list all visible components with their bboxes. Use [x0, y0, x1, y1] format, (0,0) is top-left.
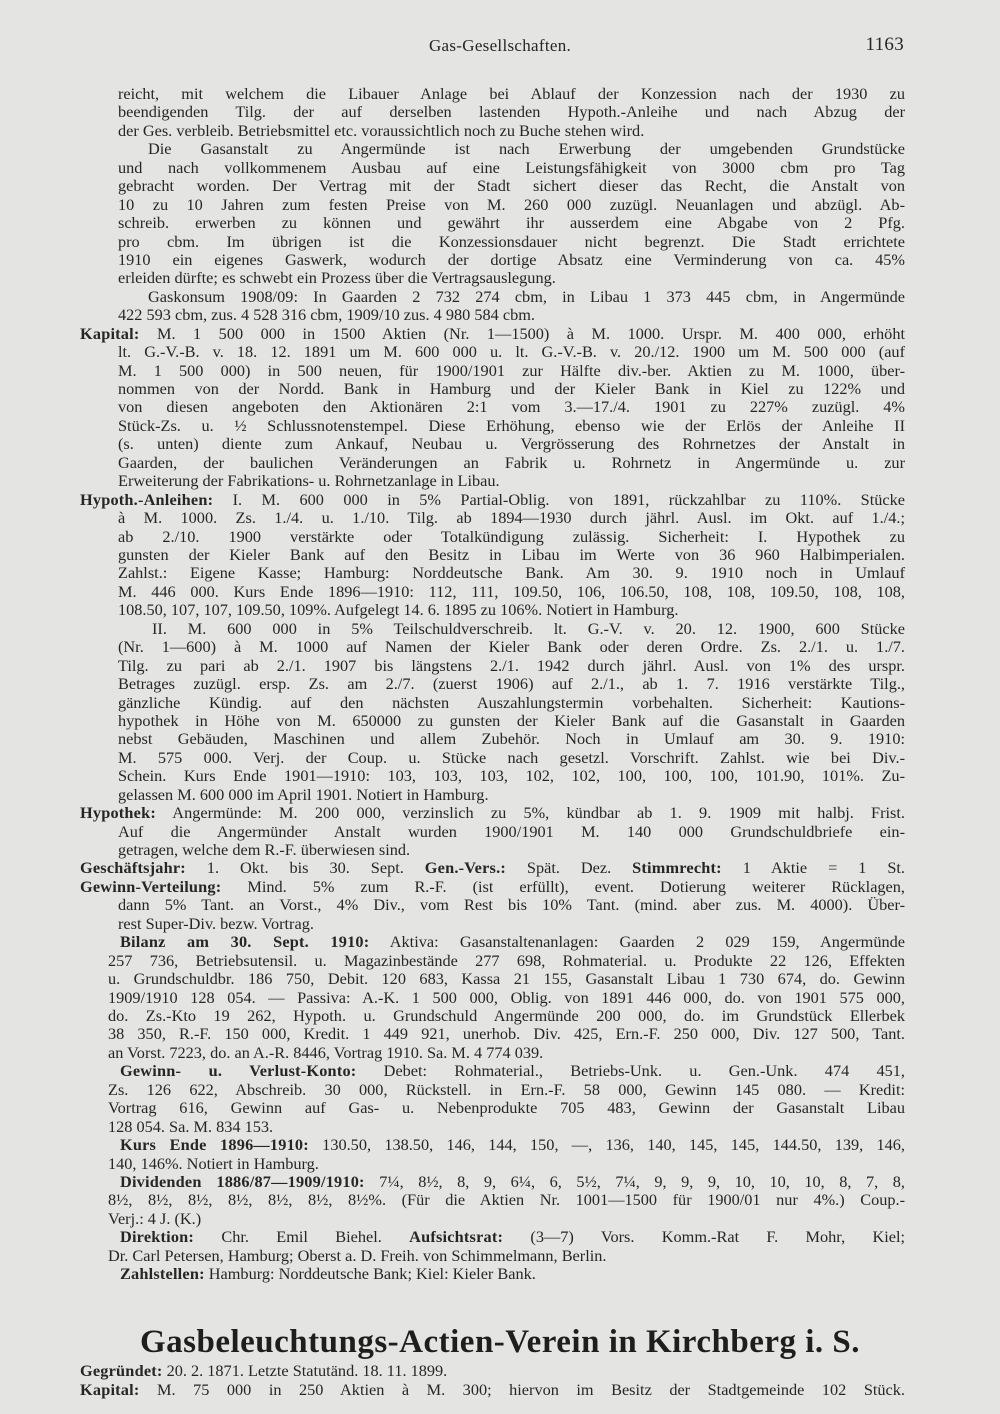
line-text: M. 1 500 000 in 1500 Aktien (Nr. 1—1500) à M. 1000. Urspr. M. 400 000, erhöht [139, 323, 905, 343]
text-line [80, 491, 905, 509]
text-line [118, 233, 905, 251]
text-line [118, 657, 905, 675]
line-text: II. M. 600 000 in 5% Teilschuldverschreib. lt. G.-V. v. 20. 12. 1900, 600 Stücke [152, 618, 905, 638]
text-line [118, 214, 905, 232]
text-line [118, 583, 905, 601]
line-text: M. 75 000 in 250 Aktien à M. 300; hiervon im Besitz der Stadtgemeinde 102 Stück. [139, 1379, 905, 1399]
text-line [80, 878, 905, 896]
text-line [108, 1191, 905, 1209]
line-text: M. 575 000. Verj. der Coup. u. Stücke nach gesetzl. Vorschrift. Zahlst. wie bei Div.- [118, 747, 905, 767]
line-text: reicht, mit welchem die Libauer Anlage bei Ablauf der Konzession nach der 1930 zu [118, 84, 905, 103]
line-text: und nach vollkommenem Ausbau auf eine Leistungsfähigkeit von 3000 cbm pro Tag [118, 157, 905, 177]
text-line [118, 472, 905, 490]
line-text: Gaskonsum 1908/09: In Gaarden 2 732 274 cbm, in Libau 1 373 445 cbm, in Angermünde [148, 286, 905, 306]
line-text: Mind. 5% zum R.-F. (ist erfüllt), event. Dotierung weiterer Rücklagen, [221, 876, 905, 896]
line-text: schreib. erwerben zu können und gewährt ihr ausserdem eine Abgabe von 2 Pfg. [118, 213, 905, 233]
text-line [120, 1265, 905, 1283]
line-text: Debet: Rohmaterial., Betriebs-Unk. u. Gen.-Unk. 474 451, [356, 1061, 905, 1081]
text-line [118, 786, 905, 804]
text-line [108, 1025, 905, 1043]
section-heading: Aufsichtsrat: [409, 1227, 504, 1247]
line-text: Spät. Dez. [505, 858, 633, 878]
line-text: gebracht worden. Der Vertrag mit der Stadt sichert dieser das Recht, die Anstalt von [118, 176, 905, 196]
text-line [118, 306, 905, 324]
text-line [118, 730, 905, 748]
line-text: Angermünde: M. 200 000, verzinslich zu 5%, kündbar ab 1. 9. 1909 mit halbj. Frist. [155, 803, 905, 823]
section-heading: Gewinn-Verteilung: [80, 876, 222, 896]
text-line [118, 638, 905, 656]
text-line [118, 694, 905, 712]
line-text: gänzliche Kündig. auf den nächsten Auszahlungstermin vorbehalten. Sicherheit: Kautions- [118, 692, 905, 712]
text-line [80, 1362, 905, 1380]
line-text: I. M. 600 000 in 5% Partial-Oblig. von 1891, rückzahlbar zu 110%. Stücke [213, 489, 905, 509]
text-line [118, 841, 905, 859]
line-text: 1 Aktie = 1 St. [721, 858, 905, 878]
line-text: u. Grundschuldbr. 186 750, Debit. 120 683, Kassa 21 155, Gasanstalt Libau 1 730 674, do. Gewinn [108, 969, 905, 989]
text-line [108, 952, 905, 970]
section-heading: Gen.-Vers.: [424, 858, 506, 878]
line-text: 8½, 8½, 8½, 8½, 8½, 8½, 8½%. (Für die Aktien Nr. 1001—1500 für 1900/01 nur 4%.) Coup.- [108, 1190, 905, 1210]
line-text: Vortrag 616, Gewinn auf Gas- u. Nebenprodukte 705 483, Gewinn der Gasanstalt Libau [108, 1098, 905, 1118]
line-text: Auf die Angermünder Anstalt wurden 1900/1901 M. 140 000 Grundschuldbriefe ein- [118, 821, 905, 841]
line-text: Zahlst.: Eigene Kasse; Hamburg: Norddeutsche Bank. Am 30. 9. 1910 noch in Umlauf [118, 563, 905, 583]
line-text: 1909/1910 128 054. — Passiva: A.-K. 1 500 000, Oblig. von 1891 446 000, do. von 1901 575 000, [108, 987, 905, 1007]
text-line [108, 1044, 905, 1062]
line-text: erleiden dürfte; es schwebt ein Prozess über die Vertragsauslegung. [118, 268, 556, 288]
text-line [118, 380, 905, 398]
text-line [108, 989, 905, 1007]
text-line [118, 196, 905, 214]
section-heading: Hypoth.-Anleihen: [80, 489, 214, 509]
text-line [118, 749, 905, 767]
text-line [118, 159, 905, 177]
line-text: rest Super-Div. bezw. Vortrag. [118, 913, 314, 933]
text-line [118, 712, 905, 730]
line-text: beendigenden Tilg. der auf derselben lastenden Hypoth.-Anleihe und nach Abzug der [118, 102, 905, 122]
text-line [118, 454, 905, 472]
line-text: M. 446 000. Kurs Ende 1896—1910: 112, 111, 109.50, 106, 106.50, 108, 108, 109.50, 108, 108, [118, 581, 905, 601]
section-heading: Kapital: [80, 1379, 140, 1399]
text-line [118, 767, 905, 785]
text-line [108, 1081, 905, 1099]
line-text: lt. G.-V.-B. v. 18. 12. 1891 um M. 600 000 u. lt. G.-V.-B. v. 20./12. 1900 um M. 500 000 (auf [118, 342, 905, 362]
line-text: 108.50, 107, 107, 109.50, 109%. Aufgelegt 14. 6. 1895 zu 106%. Notiert in Hamburg. [118, 600, 679, 620]
section-heading: Stimmrecht: [632, 858, 722, 878]
line-text: (Nr. 1—600) à M. 1000 auf Namen der Kieler Bank oder deren Ordre. Zs. 2./1. u. 1./7. [118, 637, 905, 657]
text-line [118, 398, 905, 416]
line-text: Chr. Emil Biehel. [194, 1227, 410, 1247]
text-line [118, 896, 905, 914]
line-text: Stück-Zs. u. ½ Schlussnotenstempel. Diese Erhöhung, ebenso wie der Erlös der Anleihe II [118, 415, 905, 435]
line-text: gelassen M. 600 000 im April 1901. Notiert in Hamburg. [118, 784, 489, 804]
line-text: gunsten der Kieler Bank auf den Besitz in Libau im Werte von 36 960 Halbimperialen. [118, 545, 905, 564]
text-line [148, 288, 905, 306]
section-heading: Kapital: [80, 323, 140, 343]
text-line [118, 85, 905, 103]
section-heading: Gegründet: [80, 1361, 163, 1380]
line-text: Gaarden, der baulichen Veränderungen an Fabrik u. Rohrnetz in Angermünde u. zur [118, 452, 905, 472]
text-line [108, 1155, 905, 1173]
line-text: Schein. Kurs Ende 1901—1910: 103, 103, 103, 102, 102, 100, 100, 100, 101.90, 101%. Zu- [118, 766, 905, 786]
section-heading: Bilanz am 30. Sept. 1910: [120, 932, 370, 952]
line-text: 7¼, 8½, 8, 9, 6¼, 6, 5½, 7¼, 9, 9, 9, 10, 10, 10, 8, 7, 8, [364, 1171, 905, 1191]
line-text: 20. 2. 1871. Letzte Statutänd. 18. 11. 1899. [162, 1361, 448, 1380]
line-text: Zs. 126 622, Abschreib. 30 000, Rückstell. in Ern.-F. 58 000, Gewinn 145 080. — Kredit: [108, 1079, 905, 1099]
text-line [118, 362, 905, 380]
text-line [108, 1007, 905, 1025]
line-text: Aktiva: Gasanstaltenanlagen: Gaarden 2 029 159, Angermünde [369, 932, 905, 952]
text-line [80, 325, 905, 343]
text-line [80, 804, 905, 822]
section-heading: Direktion: [120, 1227, 195, 1247]
line-text: 38 350, R.-F. 150 000, Kredit. 1 449 921, unerhob. Div. 425, Ern.-F. 250 000, Div. 127 500, Tant. [108, 1024, 905, 1044]
text-line [118, 435, 905, 453]
text-line [108, 1118, 905, 1136]
text-line [120, 933, 905, 951]
text-line [118, 343, 905, 361]
running-title: Gas-Gesellschaften. [428, 36, 572, 55]
section-heading: Kurs Ende 1896—1910: [120, 1135, 309, 1155]
text-line [120, 1062, 905, 1080]
section-heading: Geschäftsjahr: [80, 858, 186, 878]
text-line [108, 1099, 905, 1117]
text-line [118, 601, 905, 619]
line-text: 422 593 cbm, zus. 4 528 316 cbm, 1909/10 zus. 4 980 584 cbm. [118, 305, 535, 325]
line-text: Tilg. zu pari ab 2./1. 1907 bis längstens 2./1. 1942 durch jährl. Ausl. von 1% des urspr. [118, 655, 905, 675]
line-text: Dr. Carl Petersen, Hamburg; Oberst a. D. Freih. von Schimmelmann, Berlin. [108, 1245, 607, 1265]
line-text: 1910 ein eigenes Gaswerk, wodurch der dortige Absatz eine Verminderung von ca. 45% [118, 249, 905, 269]
line-text: (3—7) Vors. Komm.-Rat F. Mohr, Kiel; [503, 1227, 905, 1247]
line-text: (s. unten) diente zum Ankauf, Neubau u. Vergrösserung des Rohrnetzes der Anstalt in [118, 434, 905, 454]
section-heading: Gewinn- u. Verlust-Konto: [120, 1061, 357, 1081]
line-text: nebst Gebäuden, Maschinen und allem Zubehör. Noch in Umlauf am 30. 9. 1910: [118, 729, 905, 749]
text-line [118, 915, 905, 933]
text-line [80, 1381, 905, 1399]
line-text: von diesen angeboten den Aktionären 2:1 vom 3.—17./4. 1901 zu 227% zuzügl. 4% [118, 397, 905, 417]
text-line [118, 823, 905, 841]
section-heading: Dividenden 1886/87—1909/1910: [120, 1171, 365, 1191]
section-heading: Hypothek: [80, 803, 156, 823]
text-line [120, 1136, 905, 1154]
text-line [108, 970, 905, 988]
company-title: Gasbeleuchtungs-Actien-Verein in Kirchberg i. S. [139, 1324, 861, 1360]
text-line [120, 1228, 905, 1246]
line-text: an Vorst. 7223, do. an A.-R. 8446, Vortrag 1910. Sa. M. 4 774 039. [108, 1042, 544, 1062]
line-text: Erweiterung der Fabrikations- u. Rohrnetzanlage in Libau. [118, 471, 500, 491]
line-text: Die Gasanstalt zu Angermünde ist nach Erwerbung der umgebenden Grundstücke [148, 139, 905, 159]
text-line [118, 177, 905, 195]
text-line [118, 528, 905, 546]
line-text: dann 5% Tant. an Vorst., 4% Div., vom Rest bis 10% Tant. (mind. aber zus. M. 4000). Über- [118, 895, 905, 915]
line-text: nommen von der Nordd. Bank in Hamburg und der Kieler Bank in Kiel zu 122% und [118, 379, 905, 399]
line-text: getragen, welche dem R.-F. überwiesen sind. [118, 840, 411, 860]
text-line [118, 564, 905, 582]
line-text: ab 2./10. 1900 verstärkte oder Totalkündigung zulässig. Sicherheit: I. Hypothek zu [118, 526, 905, 546]
text-line [118, 675, 905, 693]
line-text: Hamburg: Norddeutsche Bank; Kiel: Kieler Bank. [204, 1264, 536, 1284]
text-line [108, 1247, 905, 1265]
line-text: Verj.: 4 J. (K.) [108, 1208, 202, 1228]
line-text: der Ges. verbleib. Betriebsmittel etc. voraussichtlich noch zu Buche stehen wird. [118, 120, 645, 140]
line-text: hypothek in Höhe von M. 650000 zu gunsten der Kieler Bank auf die Gasanstalt in Gaarden [118, 710, 905, 730]
text-line [118, 122, 905, 140]
text-line [118, 251, 905, 269]
text-line [120, 1173, 905, 1191]
line-text: M. 1 500 000) in 500 neuen, für 1900/1901 zur Hälfte div.-ber. Aktien zu M. 1000, über- [118, 360, 905, 380]
text-line [118, 546, 905, 564]
text-line [118, 269, 905, 287]
line-text: pro cbm. Im übrigen ist die Konzessionsdauer nicht begrenzt. Die Stadt errichtete [118, 231, 905, 251]
line-text: à M. 1000. Zs. 1./4. u. 1./10. Tilg. ab 1894—1930 durch jährl. Ausl. im Okt. auf 1./4.; [118, 508, 905, 528]
line-text: 130.50, 138.50, 146, 144, 150, —, 136, 140, 145, 145, 144.50, 139, 146, [308, 1135, 905, 1155]
text-line [118, 103, 905, 121]
text-line [108, 1210, 905, 1228]
line-text: 257 736, Betriebsutensil. u. Magazinbestände 277 698, Rohmaterial. u. Produkte 22 126, Effekten [108, 950, 905, 970]
text-line [148, 140, 905, 158]
line-text: Betrages zuzügl. ersp. Zs. am 2./7. (zuerst 1906) auf 2./1., ab 1. 7. 1916 verstärkte Tilg., [118, 674, 905, 694]
section-heading: Zahlstellen: [120, 1264, 205, 1284]
page-number: 1163 [865, 34, 904, 55]
text-line [118, 417, 905, 435]
text-line [80, 859, 905, 877]
line-text: 140, 146%. Notiert in Hamburg. [108, 1153, 319, 1173]
line-text: 10 zu 10 Jahren zum festen Preise von M. 260 000 zuzügl. Neuanlagen und abzügl. Ab- [118, 194, 905, 214]
line-text: do. Zs.-Kto 19 262, Hypoth. u. Grundschuld Angermünde 200 000, do. im Grundstück Ellerbek [108, 1006, 905, 1025]
line-text: 1. Okt. bis 30. Sept. [185, 858, 425, 878]
line-text: 128 054. Sa. M. 834 153. [108, 1116, 274, 1136]
text-line [118, 509, 905, 527]
text-line [152, 620, 905, 638]
